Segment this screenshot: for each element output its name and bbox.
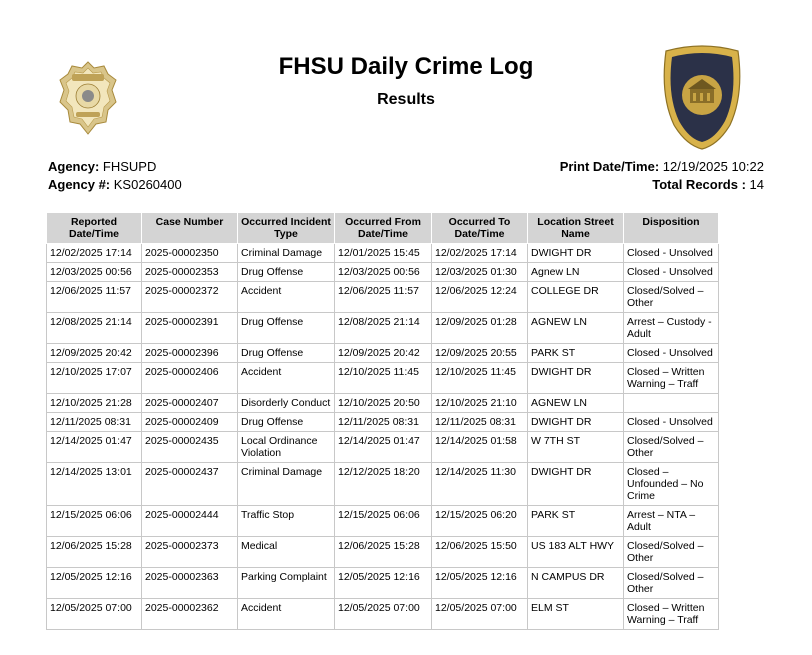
cell-occurred-to: 12/03/2025 01:30	[432, 263, 528, 282]
table-row	[47, 313, 719, 344]
cell-case-number: 2025-00002362	[142, 599, 238, 630]
cell-case-number: 2025-00002444	[142, 506, 238, 537]
cell-location: W 7TH ST	[528, 432, 624, 463]
cell-incident-type: Accident	[238, 599, 335, 630]
cell-reported: 12/10/2025 17:07	[47, 363, 142, 394]
table-row	[47, 282, 719, 313]
cell-case-number: 2025-00002391	[142, 313, 238, 344]
column-header-location: Location Street Name	[528, 213, 624, 244]
table-row	[47, 432, 719, 463]
cell-incident-type: Drug Offense	[238, 313, 335, 344]
column-header-occurred-from: Occurred From Date/Time	[335, 213, 432, 244]
table-row	[47, 363, 719, 394]
cell-disposition: Closed – Written Warning – Traff	[624, 599, 719, 630]
cell-occurred-from: 12/14/2025 01:47	[335, 432, 432, 463]
cell-case-number: 2025-00002437	[142, 463, 238, 506]
cell-reported: 12/03/2025 00:56	[47, 263, 142, 282]
table-row	[47, 463, 719, 506]
cell-reported: 12/10/2025 21:28	[47, 394, 142, 413]
cell-case-number: 2025-00002435	[142, 432, 238, 463]
cell-case-number: 2025-00002372	[142, 282, 238, 313]
cell-incident-type: Criminal Damage	[238, 244, 335, 263]
cell-incident-type: Drug Offense	[238, 263, 335, 282]
column-header-disposition: Disposition	[624, 213, 719, 244]
cell-location: DWIGHT DR	[528, 413, 624, 432]
cell-occurred-from: 12/06/2025 15:28	[335, 537, 432, 568]
cell-reported: 12/05/2025 12:16	[47, 568, 142, 599]
table-row	[47, 599, 719, 630]
cell-disposition: Closed - Unsolved	[624, 263, 719, 282]
cell-reported: 12/02/2025 17:14	[47, 244, 142, 263]
cell-incident-type: Local Ordinance Violation	[238, 432, 335, 463]
cell-occurred-to: 12/05/2025 12:16	[432, 568, 528, 599]
column-header-reported: Reported Date/Time	[47, 213, 142, 244]
cell-occurred-from: 12/09/2025 20:42	[335, 344, 432, 363]
cell-case-number: 2025-00002409	[142, 413, 238, 432]
cell-location: PARK ST	[528, 344, 624, 363]
cell-reported: 12/09/2025 20:42	[47, 344, 142, 363]
cell-incident-type: Accident	[238, 282, 335, 313]
cell-incident-type: Medical	[238, 537, 335, 568]
table-row	[47, 568, 719, 599]
cell-location: AGNEW LN	[528, 394, 624, 413]
cell-reported: 12/05/2025 07:00	[47, 599, 142, 630]
table-row	[47, 506, 719, 537]
print-datetime-label: Print Date/Time:	[559, 159, 660, 174]
cell-occurred-from: 12/10/2025 11:45	[335, 363, 432, 394]
cell-case-number: 2025-00002406	[142, 363, 238, 394]
column-header-case-number: Case Number	[142, 213, 238, 244]
cell-occurred-from: 12/01/2025 15:45	[335, 244, 432, 263]
agency-label: Agency:	[48, 159, 100, 174]
cell-disposition: Closed/Solved – Other	[624, 282, 719, 313]
table-row	[47, 413, 719, 432]
total-records-label: Total Records :	[652, 177, 746, 192]
column-header-occurred-to: Occurred To Date/Time	[432, 213, 528, 244]
cell-case-number: 2025-00002350	[142, 244, 238, 263]
crime-log-table	[46, 212, 719, 630]
cell-occurred-from: 12/05/2025 07:00	[335, 599, 432, 630]
cell-occurred-from: 12/10/2025 20:50	[335, 394, 432, 413]
cell-reported: 12/14/2025 13:01	[47, 463, 142, 506]
cell-location: Agnew LN	[528, 263, 624, 282]
cell-incident-type: Parking Complaint	[238, 568, 335, 599]
table-row	[47, 394, 719, 413]
column-header-incident-type: Occurred Incident Type	[238, 213, 335, 244]
cell-disposition: Closed/Solved – Other	[624, 432, 719, 463]
agency-info	[48, 158, 182, 194]
print-datetime-value: 12/19/2025 10:22	[662, 159, 764, 174]
cell-occurred-to: 12/02/2025 17:14	[432, 244, 528, 263]
cell-disposition: Closed – Written Warning – Traff	[624, 363, 719, 394]
cell-case-number: 2025-00002407	[142, 394, 238, 413]
cell-disposition: Arrest – Custody - Adult	[624, 313, 719, 344]
cell-disposition: Closed/Solved – Other	[624, 537, 719, 568]
cell-occurred-to: 12/14/2025 11:30	[432, 463, 528, 506]
cell-location: DWIGHT DR	[528, 463, 624, 506]
cell-disposition: Arrest – NTA – Adult	[624, 506, 719, 537]
cell-occurred-from: 12/06/2025 11:57	[335, 282, 432, 313]
cell-occurred-to: 12/06/2025 12:24	[432, 282, 528, 313]
total-records-value: 14	[749, 177, 764, 192]
cell-location: PARK ST	[528, 506, 624, 537]
cell-incident-type: Criminal Damage	[238, 463, 335, 506]
cell-location: N CAMPUS DR	[528, 568, 624, 599]
cell-location: US 183 ALT HWY	[528, 537, 624, 568]
cell-case-number: 2025-00002373	[142, 537, 238, 568]
agency-value: FHSUPD	[102, 159, 157, 174]
cell-occurred-from: 12/05/2025 12:16	[335, 568, 432, 599]
cell-reported: 12/11/2025 08:31	[47, 413, 142, 432]
cell-occurred-to: 12/05/2025 07:00	[432, 599, 528, 630]
print-datetime-line	[560, 158, 764, 176]
cell-occurred-from: 12/03/2025 00:56	[335, 263, 432, 282]
cell-case-number: 2025-00002353	[142, 263, 238, 282]
cell-occurred-from: 12/12/2025 18:20	[335, 463, 432, 506]
cell-disposition: Closed - Unsolved	[624, 244, 719, 263]
cell-occurred-to: 12/09/2025 01:28	[432, 313, 528, 344]
cell-disposition	[624, 394, 719, 413]
cell-reported: 12/06/2025 15:28	[47, 537, 142, 568]
cell-incident-type: Traffic Stop	[238, 506, 335, 537]
cell-incident-type: Drug Offense	[238, 413, 335, 432]
cell-occurred-from: 12/08/2025 21:14	[335, 313, 432, 344]
table-body	[47, 244, 719, 630]
cell-occurred-to: 12/06/2025 15:50	[432, 537, 528, 568]
agency-number-label: Agency #:	[48, 177, 111, 192]
cell-disposition: Closed – Unfounded – No Crime	[624, 463, 719, 506]
table-row	[47, 537, 719, 568]
cell-disposition: Closed - Unsolved	[624, 344, 719, 363]
page-subtitle: Results	[377, 91, 435, 108]
cell-location: ELM ST	[528, 599, 624, 630]
print-info	[560, 158, 764, 194]
cell-reported: 12/14/2025 01:47	[47, 432, 142, 463]
cell-occurred-to: 12/15/2025 06:20	[432, 506, 528, 537]
cell-incident-type: Disorderly Conduct	[238, 394, 335, 413]
cell-location: DWIGHT DR	[528, 244, 624, 263]
cell-disposition: Closed - Unsolved	[624, 413, 719, 432]
cell-occurred-to: 12/09/2025 20:55	[432, 344, 528, 363]
cell-reported: 12/08/2025 21:14	[47, 313, 142, 344]
cell-occurred-to: 12/10/2025 11:45	[432, 363, 528, 394]
cell-location: COLLEGE DR	[528, 282, 624, 313]
cell-occurred-from: 12/11/2025 08:31	[335, 413, 432, 432]
cell-reported: 12/06/2025 11:57	[47, 282, 142, 313]
page-title: FHSU Daily Crime Log	[278, 53, 534, 80]
cell-case-number: 2025-00002396	[142, 344, 238, 363]
agency-line	[48, 158, 182, 176]
cell-reported: 12/15/2025 06:06	[47, 506, 142, 537]
cell-incident-type: Accident	[238, 363, 335, 394]
cell-occurred-to: 12/14/2025 01:58	[432, 432, 528, 463]
cell-disposition: Closed/Solved – Other	[624, 568, 719, 599]
cell-location: DWIGHT DR	[528, 363, 624, 394]
agency-number-line	[48, 176, 182, 194]
cell-occurred-to: 12/11/2025 08:31	[432, 413, 528, 432]
cell-occurred-from: 12/15/2025 06:06	[335, 506, 432, 537]
cell-case-number: 2025-00002363	[142, 568, 238, 599]
cell-location: AGNEW LN	[528, 313, 624, 344]
table-row	[47, 244, 719, 263]
total-records-line	[560, 176, 764, 194]
table-row	[47, 263, 719, 282]
cell-incident-type: Drug Offense	[238, 344, 335, 363]
table-row	[47, 344, 719, 363]
table-header-row	[47, 213, 719, 244]
cell-occurred-to: 12/10/2025 21:10	[432, 394, 528, 413]
agency-number-value: KS0260400	[113, 177, 182, 192]
